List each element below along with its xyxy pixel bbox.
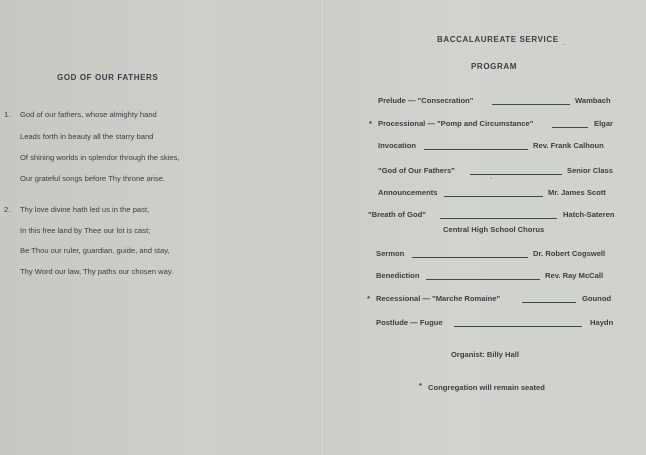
program-item bbox=[378, 119, 646, 129]
stray-mark: · bbox=[563, 40, 566, 49]
dotted-leader-line bbox=[552, 127, 588, 128]
program-item bbox=[376, 271, 615, 281]
congregation-note: Congregation will remain seated bbox=[428, 383, 545, 392]
dotted-leader-line bbox=[440, 218, 557, 219]
verse-2-line-3: Be Thou our ruler, guardian, guide, and stay, bbox=[20, 246, 170, 255]
organist-credit: Organist: Billy Hall bbox=[451, 350, 519, 359]
program-item-label: Postlude — Fugue bbox=[376, 318, 443, 327]
service-header: BACCALAUREATE SERVICE bbox=[437, 35, 559, 44]
program-item bbox=[378, 188, 618, 198]
program-item-label: "God of Our Fathers" bbox=[378, 166, 455, 175]
program-item-star: * bbox=[367, 294, 370, 303]
program-item bbox=[378, 141, 603, 151]
program-item-performer: Gounod bbox=[582, 294, 612, 303]
dotted-leader-line bbox=[426, 279, 540, 280]
verse-2-line-1: Thy love divine hath led us in the past, bbox=[20, 205, 150, 214]
stray-mark-2: ˋ bbox=[490, 177, 493, 186]
dotted-leader-line bbox=[470, 174, 562, 175]
program-item-label: "Breath of God" bbox=[368, 210, 426, 219]
verse-2-line-4: Thy Word our law, Thy paths our chosen way. bbox=[20, 267, 174, 276]
program-header: PROGRAM bbox=[471, 62, 517, 71]
program-item bbox=[376, 318, 646, 328]
program-item-performer: Hatch-Sateren bbox=[563, 210, 615, 219]
program-item-performer: Wambach bbox=[575, 96, 611, 105]
program-item-performer: Haydn bbox=[590, 318, 614, 327]
dotted-leader-line bbox=[444, 196, 543, 197]
dotted-leader-line bbox=[454, 326, 582, 327]
program-item-performer: Mr. James Scott bbox=[548, 188, 606, 197]
footnote-star: * bbox=[419, 381, 422, 390]
program-item-label: Processional — "Pomp and Circumstance" bbox=[378, 119, 534, 128]
page-fold bbox=[320, 0, 324, 455]
program-item-performer: Rev. Ray McCall bbox=[545, 271, 604, 280]
program-item-star: * bbox=[369, 119, 372, 128]
verse-1-line-2: Leads forth in beauty all the starry band bbox=[20, 132, 154, 141]
dotted-leader-line bbox=[492, 104, 570, 105]
program-item bbox=[376, 294, 646, 304]
program-item-performer: Rev. Frank Calhoun bbox=[533, 141, 604, 150]
program-item-performer: Elgar bbox=[594, 119, 613, 128]
verse-2-line-2: In this free land by Thee our lot is cast; bbox=[20, 226, 151, 235]
verse-1-line-1: God of our fathers, whose almighty hand bbox=[20, 110, 157, 119]
program-item-label: Invocation bbox=[378, 141, 416, 150]
program-item bbox=[376, 249, 606, 259]
dotted-leader-line bbox=[522, 302, 576, 303]
program-item-label: Prelude — "Consecration" bbox=[378, 96, 474, 105]
program-item-label: Benediction bbox=[376, 271, 420, 280]
verse-1-line-4: Our grateful songs before Thy throne arise. bbox=[20, 174, 166, 183]
verse-2-number: 2. bbox=[4, 205, 11, 214]
program-item-performer: Dr. Robert Cogswell bbox=[533, 249, 606, 258]
program-item bbox=[378, 96, 645, 106]
dotted-leader-line bbox=[412, 257, 528, 258]
program-item-label: Sermon bbox=[376, 249, 405, 258]
hymn-title: GOD OF OUR FATHERS bbox=[57, 73, 159, 82]
program-item bbox=[368, 210, 633, 220]
program-item-performer: Senior Class bbox=[567, 166, 614, 175]
dotted-leader-line bbox=[424, 149, 528, 150]
verse-1-line-3: Of shining worlds in splendor through the skies, bbox=[20, 153, 180, 162]
verse-1-number: 1. bbox=[4, 110, 11, 119]
program-item bbox=[378, 166, 637, 176]
program-item-label: Announcements bbox=[378, 188, 438, 197]
program-item-label: Recessional — "Marche Romaine" bbox=[376, 294, 501, 303]
chorus-credit: Central High School Chorus bbox=[443, 225, 545, 234]
